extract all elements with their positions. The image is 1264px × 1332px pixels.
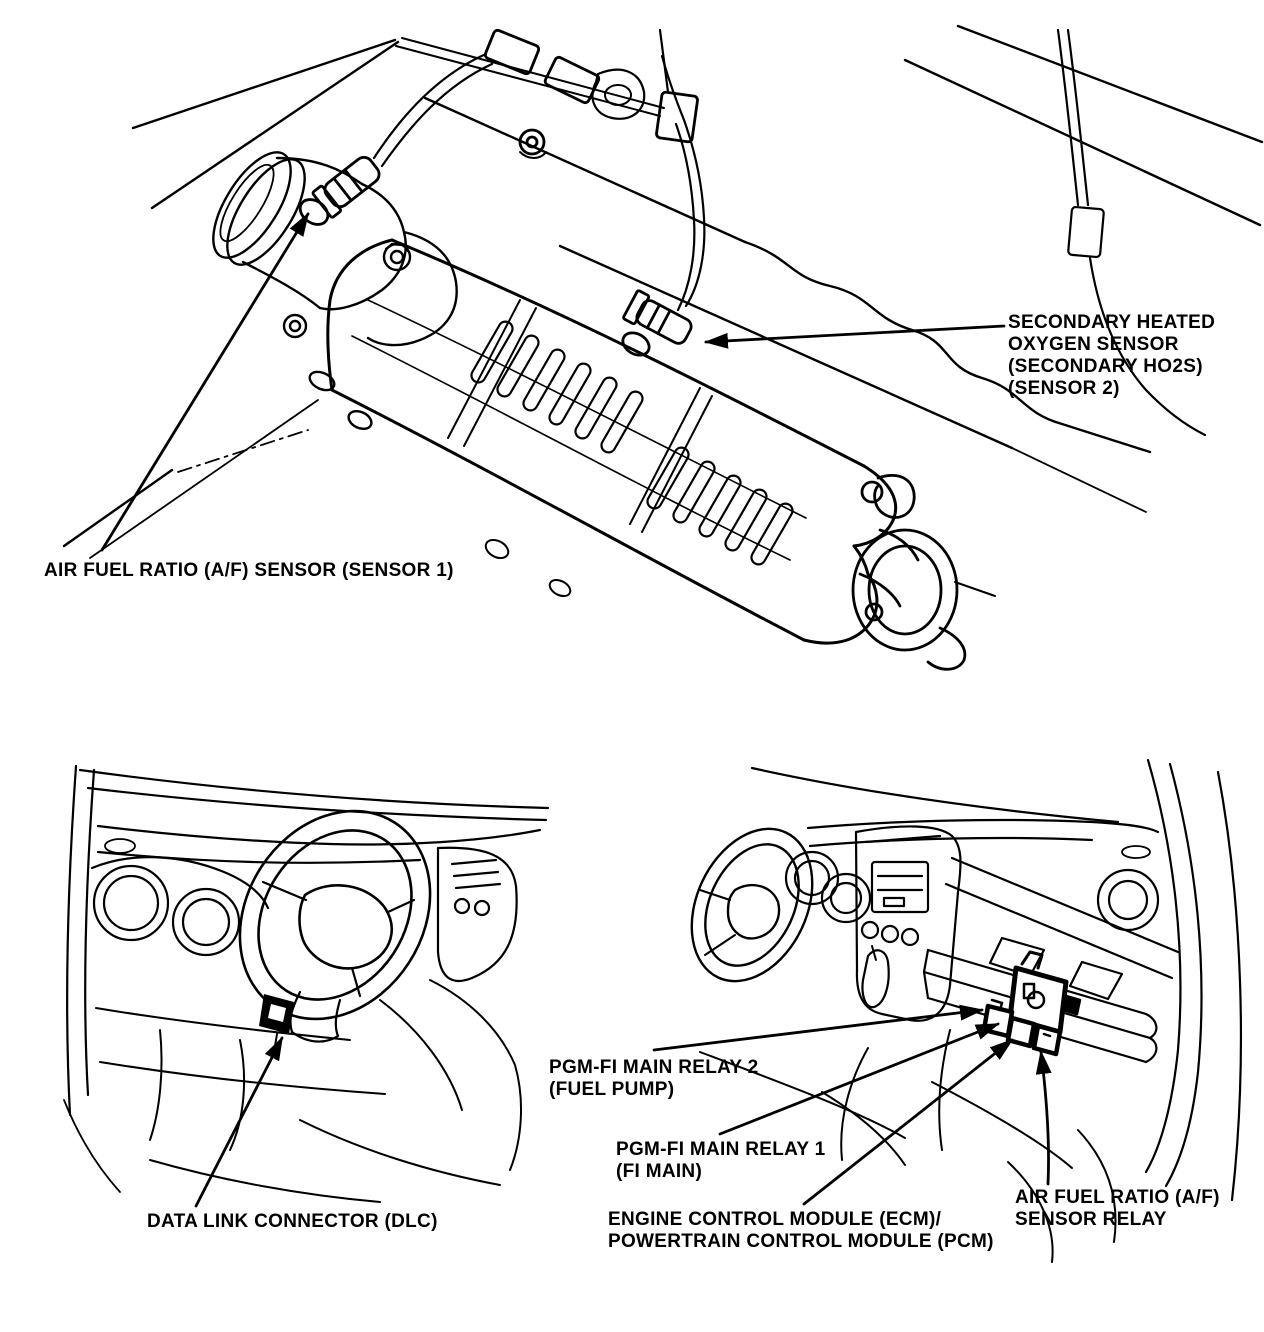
instrument-cluster: [92, 857, 268, 955]
label-line: SECONDARY HEATED: [1008, 312, 1216, 333]
label-line: ENGINE CONTROL MODULE (ECM)/: [608, 1209, 942, 1230]
label-line: (SENSOR 2): [1008, 378, 1120, 399]
a-pillar-right: [1146, 760, 1241, 1200]
label-line: AIR FUEL RATIO (A/F) SENSOR (SENSOR 1): [44, 560, 454, 581]
converter-inlet-flange: [284, 232, 457, 432]
dlc-connector: [259, 994, 294, 1046]
outlet-flange: [853, 475, 995, 669]
leader-secondary-ho2s: [706, 326, 1004, 342]
center-stack-right-view: [856, 826, 960, 1020]
label-line: AIR FUEL RATIO (A/F): [1015, 1187, 1220, 1208]
af-sensor-1: [295, 29, 664, 230]
label-line: SENSOR RELAY: [1015, 1209, 1167, 1230]
leader-ecm-pcm: [804, 1040, 1012, 1204]
label-af-sensor-relay: [1015, 1187, 1220, 1231]
heat-shield-louvers: [469, 319, 795, 567]
label-af-sensor1: [44, 560, 454, 582]
leader-relay2: [654, 1010, 982, 1050]
underbody-lines: [64, 26, 1262, 558]
label-line: PGM-FI MAIN RELAY 1: [616, 1139, 826, 1160]
label-line: PGM-FI MAIN RELAY 2: [549, 1057, 759, 1078]
leader-af-sensor-relay: [1041, 1052, 1049, 1184]
secondary-ho2s-sensor: [619, 30, 704, 360]
label-line: (SECONDARY HO2S): [1008, 356, 1203, 377]
catalytic-converter: [328, 240, 896, 643]
driver-dash-diagram: [64, 766, 548, 1202]
label-pgm-fi-main-relay-2: [549, 1057, 758, 1101]
passenger-dash-panel: [946, 858, 1178, 978]
label-line: (FUEL PUMP): [549, 1079, 675, 1100]
center-stack-left-view: [438, 848, 517, 981]
leader-af-sensor1: [102, 214, 308, 550]
lower-dash-console: [96, 980, 521, 1202]
label-dlc: [147, 1211, 438, 1233]
label-line: OXYGEN SENSOR: [1008, 334, 1179, 355]
steering-wheel: [201, 775, 468, 1055]
label-secondary-ho2s: [1008, 312, 1215, 400]
label-pgm-fi-main-relay-1: [616, 1139, 825, 1183]
label-line: DATA LINK CONNECTOR (DLC): [147, 1211, 438, 1232]
label-line: POWERTRAIN CONTROL MODULE (PCM): [608, 1231, 994, 1252]
label-ecm-pcm: [608, 1209, 994, 1253]
label-line: (FI MAIN): [616, 1161, 703, 1182]
a-pillar-left: [64, 766, 120, 1192]
